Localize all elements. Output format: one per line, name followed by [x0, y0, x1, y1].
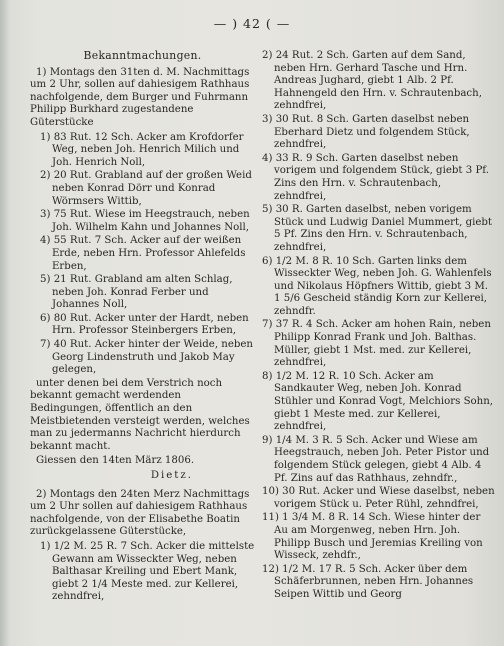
- notice-2-item: 7) 37 R. 4 Sch. Acker am hohen Rain, neben Philipp Konrad Frank und Joh. Balthas. Müller, giebt 1 Mst. med. zur Kellerei, zehndfrei,: [262, 319, 491, 369]
- notice-1-place-date: Giessen den 14ten März 1806.: [36, 455, 195, 467]
- left-column: [30, 50, 255, 605]
- notice-2-item: 6) 1/2 M. 8 R. 10 Sch. Garten links dem Wisseckter Weg, neben Joh. G. Wahlenfels und Nikolaus Höpfners Wittib, giebt 3 M. 1 5/6 Gescheid ständig Korn zur Kellerei, zehndfr.: [262, 255, 492, 317]
- notice-1-item: 1) 83 Rut. 12 Sch. Acker am Krofdorfer Weg, neben Joh. Henrich Milich und Joh. Henrich Noll,: [40, 131, 244, 168]
- notice-2-item: 9) 1/4 M. 3 R. 5 Sch. Acker und Wiese am Heegstrauch, neben Joh. Peter Pistor und folgendem Stück gelegen, giebt 4 Alb. 4 Pf. Zins auf das Rathhaus, zehndfr.,: [262, 434, 490, 484]
- right-column: [262, 50, 495, 603]
- page-number: — ) 42 ( —: [213, 16, 291, 31]
- notice-2-item: 2) 24 Rut. 2 Sch. Garten auf dem Sand, neben Hrn. Gerhard Tasche und Hrn. Andreas Jughard, giebt 1 Alb. 2 Pf. Hahnengeld den Hrn. v. Schrautenbach, zehndfrei,: [262, 50, 482, 112]
- notice-2-item: 5) 30 R. Garten daselbst, neben vorigem Stück und Ludwig Daniel Mummert, giebt 5 Pf. Zins den Hrn. v. Schrautenbach, zehndfrei,: [262, 204, 493, 253]
- notice-2-item: 3) 30 Rut. 8 Sch. Garten daselbst neben Eberhard Dietz und folgendem Stück, zehndfrei,: [262, 113, 470, 151]
- page-header: [0, 16, 504, 36]
- notice-1-signature: Dietz.: [150, 470, 193, 481]
- notice-2-item: 4) 33 R. 9 Sch. Garten daselbst neben vorigem und folgendem Stück, giebt 3 Pf. Zins den Hrn. v. Schrautenbach, zehndfrei,: [262, 152, 489, 202]
- notice-2-item: 11) 1 3/4 M. 8 R. 14 Sch. Wiese hinter der Au am Morgenweg, neben Hrn. Joh. Philipp Busch und Jeremias Kreiling von Wisseck, zehdfr.,: [262, 512, 483, 562]
- notice-1-item: 6) 80 Rut. Acker unter der Hardt, neben Hrn. Professor Steinbergers Erben,: [40, 312, 249, 337]
- section-heading: Bekanntmachungen.: [83, 49, 202, 62]
- notice-1-item: 2) 20 Rut. Grabland auf der großen Weid neben Konrad Dörr und Konrad Wörmsers Wittib,: [40, 170, 252, 207]
- notice-2-item: 12) 1/2 M. 17 R. 5 Sch. Acker über dem Schäferbrunnen, neben Hrn. Johannes Seipen Wittib und Georg: [262, 563, 474, 600]
- binding-shadow: [0, 0, 10, 646]
- notice-2-item: 8) 1/2 M. 12 R. 10 Sch. Acker am Sandkauter Weg, neben Joh. Konrad Stühler und Konrad Vogt, Melchiors Sohn, giebt 1 Meste med. zur Kellerei, zehndfrei,: [262, 370, 494, 433]
- notice-1-item: 3) 75 Rut. Wiese im Heegstrauch, neben Joh. Wilhelm Kahn und Johannes Noll,: [40, 209, 250, 233]
- notice-1-item: 5) 21 Rut. Grabland am alten Schlag, neben Joh. Konrad Ferber und Johannes Noll,: [40, 274, 233, 311]
- notice-2-intro: 2) Montags den 24ten Merz Nachmittags um 2 Uhr sollen auf dahiesigem Rathhaus nachfolgende, von der Elisabethe Boatin zurückgelassene Güterstücke,: [30, 488, 250, 538]
- notice-2-item: 1) 1/2 M. 25 R. 7 Sch. Acker die mittelste Gewann am Wisseckter Weg, neben Balthasar Kreiling und Ebert Mank, giebt 2 1/4 Meste med. zur Kellerei, zehndfrei,: [40, 540, 255, 603]
- notice-1-intro: 1) Montags den 31ten d. M. Nachmittags um 2 Uhr, sollen auf dahiesigem Rathhaus nachfolgende, dem Burger und Fuhrmann Philipp Burkhard zugestandene Güterstücke: [30, 66, 250, 128]
- notice-2-item: 10) 30 Rut. Acker und Wiese daselbst, neben vorigem Stück u. Peter Rühl, zehndfrei,: [262, 486, 495, 510]
- notice-1-item: 7) 40 Rut. Acker hinter der Weide, neben Georg Lindenstruth und Jakob May gelegen,: [40, 339, 253, 376]
- notice-1-conditions: unter denen bei dem Verstrich noch bekannt gemacht werdenden Bedingungen, öffentlich an den Meistbietenden versteigt werden, welches man zu jedermanns Nachricht hierdurch bekannt macht.: [30, 377, 250, 452]
- notice-1-item: 4) 55 Rut. 7 Sch. Acker auf der weißen Erde, neben Hrn. Professor Ahlefelds Erben,: [40, 235, 246, 272]
